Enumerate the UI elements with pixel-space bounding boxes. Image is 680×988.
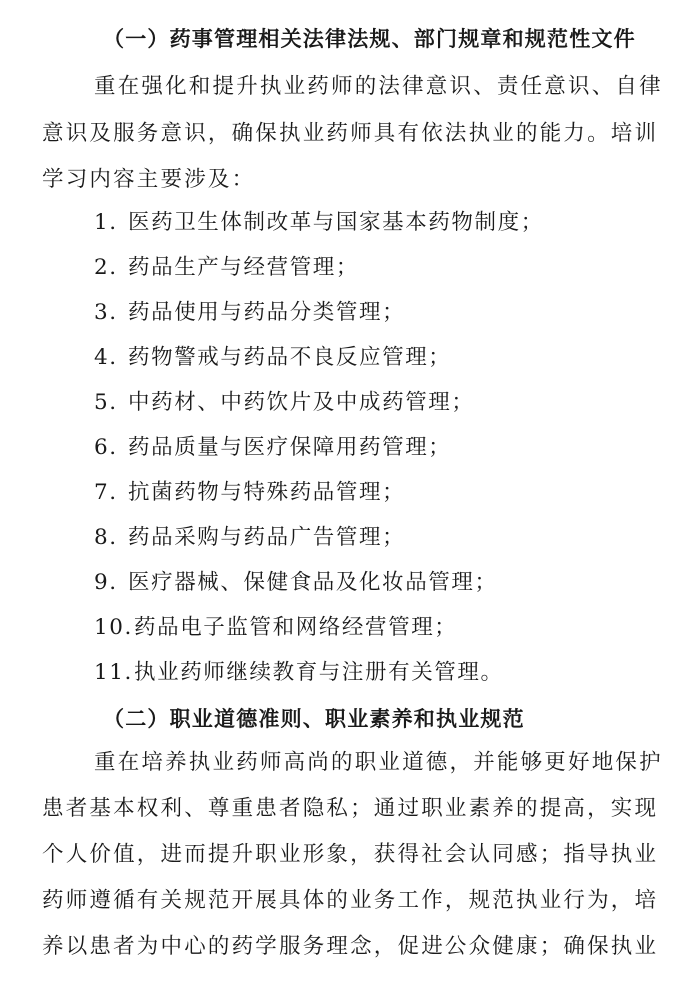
section2-heading: （二）职业道德准则、职业素养和执业规范	[103, 707, 525, 731]
list-item	[94, 343, 451, 373]
list-item	[94, 523, 405, 553]
list-item-text: 中药材、中药饮片及中成药管理；	[128, 390, 475, 415]
list-item-number: 10.	[94, 615, 133, 640]
list-item-text: 药品使用与药品分类管理；	[128, 300, 406, 325]
list-item-text: 医药卫生体制改革与国家基本药物制度；	[128, 210, 544, 235]
section2-body-line-2: 患者基本权利、尊重患者隐私；通过职业素养的提高，实现	[42, 796, 659, 821]
section1-intro-line-2: 意识及服务意识，确保执业药师具有依法执业的能力。培训	[42, 121, 659, 146]
list-item-number: 3.	[94, 300, 118, 325]
list-item-number: 8.	[94, 525, 118, 550]
section1-heading: （一）药事管理相关法律法规、部门规章和规范性文件	[103, 27, 636, 51]
section1-intro-line-1: 重在强化和提升执业药师的法律意识、责任意识、自律	[94, 74, 663, 99]
list-item	[94, 253, 359, 283]
list-item	[94, 388, 475, 418]
list-item	[94, 568, 498, 598]
list-item-number: 6.	[94, 435, 118, 460]
list-item-number: 2.	[94, 255, 118, 280]
section2-body-line-3: 个人价值，进而提升职业形象，获得社会认同感；指导执业	[42, 842, 659, 867]
list-item	[94, 433, 451, 463]
list-item-text: 抗菌药物与特殊药品管理；	[128, 480, 406, 505]
list-item-number: 4.	[94, 345, 118, 370]
list-item-number: 11.	[94, 660, 133, 685]
list-item	[94, 208, 544, 238]
list-item-number: 7.	[94, 480, 118, 505]
list-item	[94, 478, 405, 508]
list-item-text: 药物警戒与药品不良反应管理；	[128, 345, 452, 370]
list-item	[94, 613, 457, 643]
list-item-text: 医疗器械、保健食品及化妆品管理；	[128, 570, 498, 595]
section2-body-line-4: 药师遵循有关规范开展具体的业务工作，规范执业行为，培	[42, 888, 659, 913]
list-item-number: 1.	[94, 210, 118, 235]
section2-body-line-5: 养以患者为中心的药学服务理念，促进公众健康；确保执业	[42, 934, 659, 959]
list-item-text: 药品质量与医疗保障用药管理；	[128, 435, 452, 460]
list-item-text: 执业药师继续教育与注册有关管理。	[134, 660, 504, 685]
list-item-text: 药品采购与药品广告管理；	[128, 525, 406, 550]
list-item	[94, 298, 405, 328]
list-item-text: 药品生产与经营管理；	[128, 255, 360, 280]
list-item	[94, 658, 504, 688]
section2-body-line-1: 重在培养执业药师高尚的职业道德，并能够更好地保护	[94, 750, 663, 775]
section1-intro-line-3: 学习内容主要涉及：	[42, 167, 256, 192]
list-item-number: 9.	[94, 570, 118, 595]
list-item-text: 药品电子监管和网络经营管理；	[134, 615, 458, 640]
list-item-number: 5.	[94, 390, 118, 415]
